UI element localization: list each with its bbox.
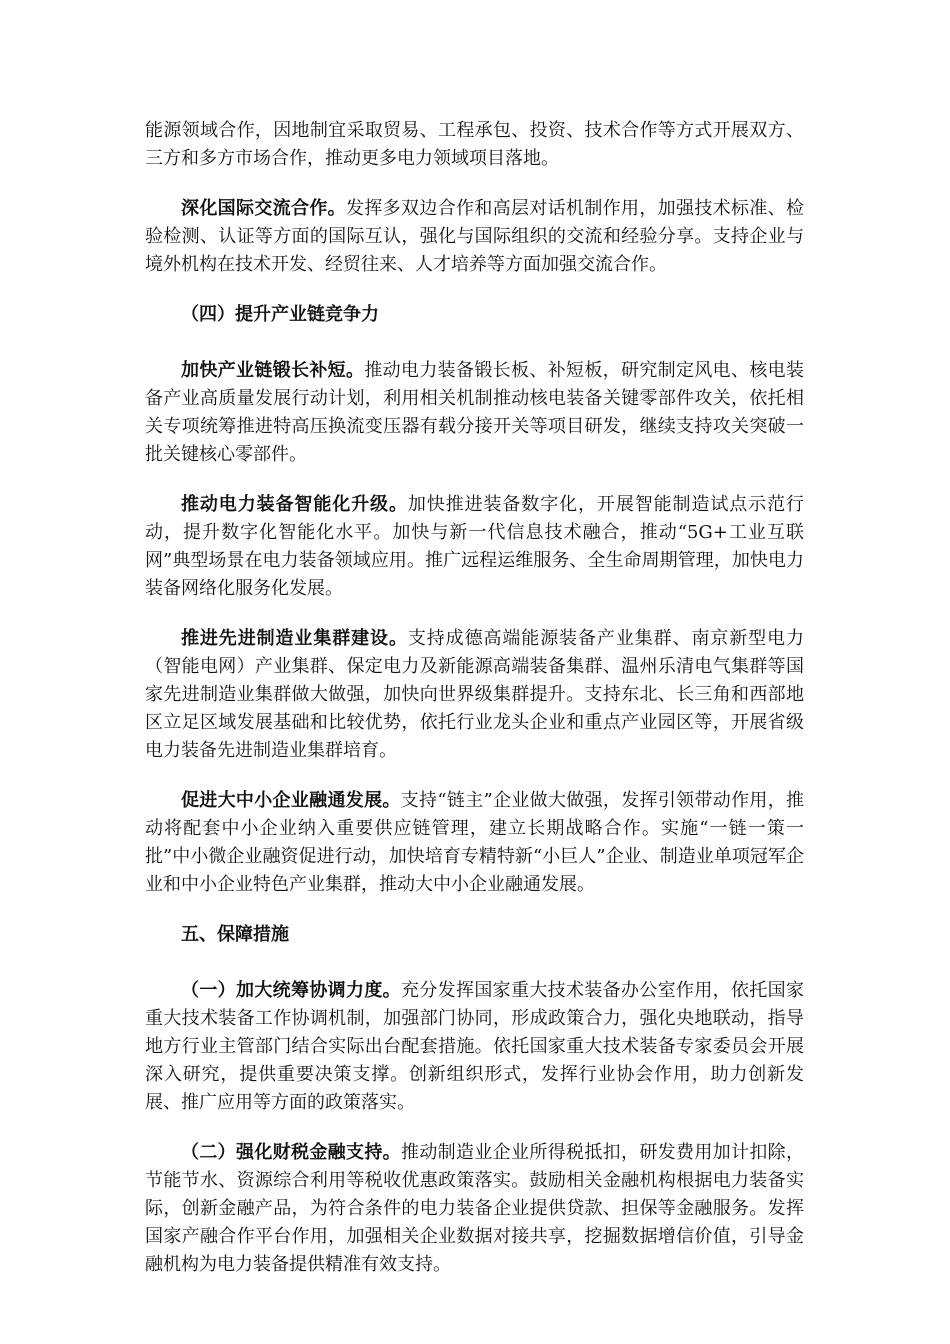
paragraph-cluster-construction-text: 支持成德高端能源装备产业集群、南京新型电力（智能电网）产业集群、保定电力及新能源高端装备集群、温州乐清电气集群等国家先进制造业集群做大做强，加快向世界级集群提升。支持东北、长三角和西部地区立足区域发展基础和比较优势，依托行业龙头企业和重点产业园区等，开展省级电力装备先进制造业集群培育。 — [145, 628, 804, 761]
paragraph-industry-chain-lead: 加快产业链锻长补短。 — [181, 360, 365, 381]
paragraph-1 — [145, 117, 804, 173]
paragraph-intelligent-upgrade-lead: 推动电力装备智能化升级。 — [181, 494, 408, 515]
paragraph-international-exchange-text: 发挥多双边合作和高层对话机制作用，加强技术标准、检验检测、认证等方面的国际互认，强化与国际组织的交流和经验分享。支持企业与境外机构在技术开发、经贸往来、人才培养等方面加强交流合作。 — [145, 198, 804, 275]
paragraph-cluster-construction-lead: 推进先进制造业集群建设。 — [181, 628, 408, 649]
paragraph-international-exchange-lead: 深化国际交流合作。 — [181, 198, 346, 219]
paragraph-international-exchange — [145, 195, 804, 279]
paragraph-coordination-text: 充分发挥国家重大技术装备办公室作用，依托国家重大技术装备工作协调机制，加强部门协同，形成政策合力，强化央地联动，指导地方行业主管部门结合实际出台配套措施。依托国家重大技术装备专家委员会开展深入研究，提供重要决策支撑。创新组织形式，发挥行业协会作用，助力创新发展、推广应用等方面的政策落实。 — [145, 980, 804, 1113]
paragraph-intelligent-upgrade — [145, 491, 804, 603]
paragraph-enterprise-integration — [145, 787, 804, 899]
section-heading-industry-chain — [145, 301, 804, 329]
paragraph-coordination-lead: （一）加大统筹协调力度。 — [181, 980, 401, 1001]
paragraph-industry-chain — [145, 357, 804, 469]
paragraph-intelligent-upgrade-text: 加快推进装备数字化，开展智能制造试点示范行动，提升数字化智能化水平。加快与新一代信息技术融合，推动“5G+工业互联网”典型场景在电力装备领域应用。推广远程运维服务、全生命周期管理，加快电力装备网络化服务化发展。 — [145, 494, 804, 599]
paragraph-industry-chain-text: 推动电力装备锻长板、补短板，研究制定风电、核电装备产业高质量发展行动计划，利用相关机制推动核电装备关键零部件攻关，依托相关专项统筹推进特高压换流变压器有载分接开关等项目研发，继续支持攻关突破一批关键核心零部件。 — [145, 360, 805, 465]
paragraph-enterprise-integration-text: 支持“链主”企业做大做强，发挥引领带动作用，推动将配套中小企业纳入重要供应链管理，建立长期战略合作。实施“一链一策一批”中小微企业融资促进行动，加快培育专精特新“小巨人”企业、制造业单项冠军企业和中小企业特色产业集群，推动大中小企业融通发展。 — [145, 790, 805, 895]
paragraph-cluster-construction — [145, 625, 804, 765]
section-heading-safeguards-text: 五、保障措施 — [181, 924, 289, 945]
paragraph-finance-support-text: 推动制造业企业所得税抵扣，研发费用加计扣除，节能节水、资源综合利用等税收优惠政策落实。鼓励相关金融机构根据电力装备实际，创新金融产品，为符合条件的电力装备企业提供贷款、担保等金融服务。发挥国家产融合作平台作用，加强相关企业数据对接共享，挖掘数据增信价值，引导金融机构为电力装备提供精准有效支持。 — [145, 1142, 804, 1275]
paragraph-1-text: 能源领域合作，因地制宜采取贸易、工程承包、投资、技术合作等方式开展双方、三方和多方市场合作，推动更多电力领域项目落地。 — [145, 120, 804, 169]
section-heading-industry-chain-text: （四）提升产业链竞争力 — [181, 304, 379, 325]
section-heading-safeguards — [145, 921, 804, 949]
paragraph-coordination — [145, 977, 804, 1117]
paragraph-finance-support — [145, 1139, 804, 1279]
paragraph-finance-support-lead: （二）强化财税金融支持。 — [181, 1142, 401, 1163]
paragraph-enterprise-integration-lead: 促进大中小企业融通发展。 — [181, 790, 401, 811]
